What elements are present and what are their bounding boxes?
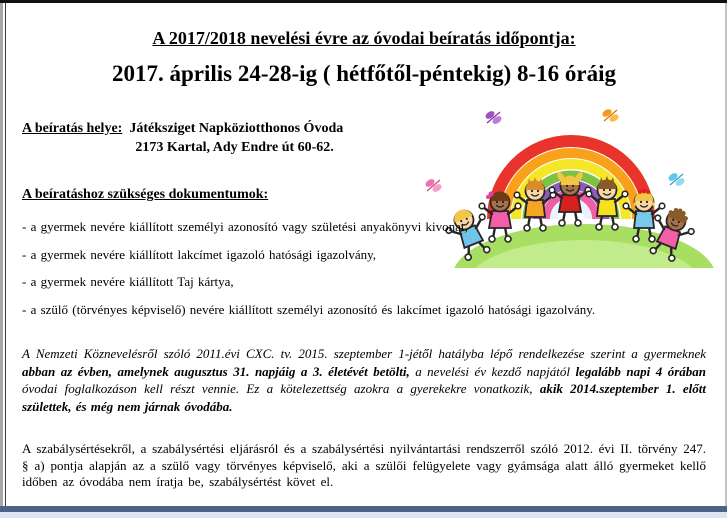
location-name: Játéksziget Napköziotthonos Óvoda <box>129 121 344 136</box>
documents-heading: A beíratáshoz szükséges dokumentumok: <box>22 187 269 202</box>
document-list-item: - a gyermek nevére kiállított lakcímet igazoló hatósági igazolvány, <box>22 246 377 262</box>
legal-text-segment: A Nemzeti Köznevelésről szóló 2011.évi CXC. tv. 2015. szeptember 1-jétől hatályba lépő rendelkezése szerint a gyermeknek <box>22 346 706 361</box>
document-list-item: - a gyermek nevére kiállított Taj kártya, <box>22 274 234 289</box>
legal-text-segment: a nevelési év kezdő napjától <box>409 363 576 379</box>
legal-bold-segment: akik 2014.szeptember 1. előtt születtek, és még nem járnak óvodába. <box>22 381 706 414</box>
legal-paragraph <box>22 345 706 415</box>
legal-bold-segment: abban az évben, amelynek augusztus 31. napjáig a 3. életévét betölti, <box>22 363 410 379</box>
document-content <box>22 3 706 491</box>
documents-list <box>22 213 706 323</box>
enrollment-location <box>22 119 706 157</box>
penalty-paragraph: A szabálysértésekről, a szabálysértési eljárásról és a szabálysértési nyilvántartási rendszerről szóló 2012. évi II. törvény 247. § a) pontja alapján az a szülő vagy törvényes képviselő, aki a szülői felügyelete vagy gyámsága alatt álló gyermeket kellő időben az óvodába nem íratja be, szabálysértést követ el. <box>22 441 706 489</box>
legal-text-segment: óvodai foglalkozáson kell részt vennie. Ez a kötelezettség azokra a gyerekekre vonatkozik, <box>22 381 540 396</box>
location-address: 2173 Kartal, Ady Endre út 60-62. <box>135 140 334 155</box>
enrollment-dates: 2017. április 24-28-ig ( hétfőtől-péntekig) 8-16 óráig <box>111 61 617 86</box>
window-border-left <box>0 3 3 512</box>
location-label: A beíratás helye: <box>22 121 123 136</box>
document-list-item: - a gyermek nevére kiállított személyi azonosító vagy születési anyakönyvi kivonat, <box>22 219 468 234</box>
document-title: A 2017/2018 nevelési évre az óvodai beíratás időpontja: <box>152 28 576 48</box>
legal-bold-segment: legalább napi 4 órában <box>575 363 706 379</box>
document-list-item: - a szülő (törvényes képviselő) nevére kiállított személyi azonosító és lakcímet igazoló hatósági igazolvány. <box>22 301 596 317</box>
location-lines <box>129 119 343 157</box>
window-bottom-strip <box>0 512 727 518</box>
page-edge-line <box>5 3 6 506</box>
